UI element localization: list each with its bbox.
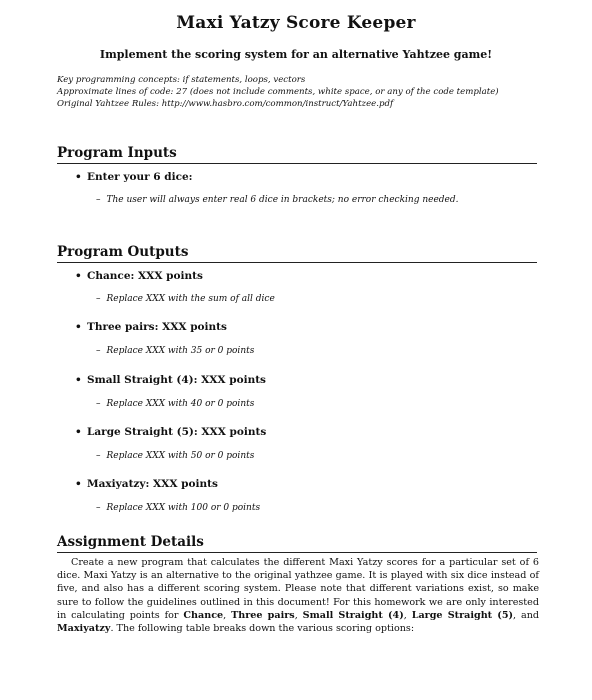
list-sub-item: – Replace XXX with 40 or 0 points bbox=[96, 399, 255, 409]
list-sub-item: – Replace XXX with 100 or 0 points bbox=[96, 503, 261, 513]
term-three-pairs: Three pairs bbox=[231, 609, 295, 621]
assignment-paragraph: Create a new program that calculates the different Maxi Yatzy scores for a particular set of 6 dice. Maxi Yatzy is an alternative to the original yathzee game. It is played with six dice instead of five, and also has a different scoring system. Please note that different variations exist, so make sure to follow the guidelines outlined in this document! For this homework we are only interested in calculating points for Chance, Three pairs, Small Straight (4), Large Straight (5), and Maxiyatzy. The following table breaks down the various scoring options: bbox=[57, 557, 540, 635]
bullet-icon: • bbox=[75, 270, 82, 282]
bullet-icon: • bbox=[75, 321, 82, 333]
term-maxiyatzy: Maxiyatzy bbox=[57, 623, 111, 635]
list-item: • Enter your 6 dice: bbox=[75, 171, 193, 183]
list-item: • Maxiyatzy: XXX points bbox=[75, 478, 218, 490]
dash-icon: – bbox=[96, 451, 101, 461]
term-small-straight: Small Straight (4) bbox=[302, 609, 404, 621]
assignment-meta bbox=[57, 74, 499, 110]
dash-icon: – bbox=[96, 503, 101, 513]
dash-icon: – bbox=[96, 195, 101, 205]
bullet-icon: • bbox=[75, 478, 82, 490]
term-large-straight: Large Straight (5) bbox=[411, 609, 514, 621]
section-assignment-details bbox=[57, 534, 537, 553]
section-heading: Program Inputs bbox=[57, 145, 537, 164]
key-concepts: Key programming concepts: if statements, loops, vectors bbox=[57, 75, 306, 85]
dash-icon: – bbox=[96, 346, 101, 356]
list-sub-item: – The user will always enter real 6 dice in brackets; no error checking needed. bbox=[96, 195, 459, 205]
approx-lines: Approximate lines of code: 27 (does not include comments, white space, or any of the code template) bbox=[57, 87, 499, 97]
bullet-icon: • bbox=[75, 374, 82, 386]
list-sub-item: – Replace XXX with 35 or 0 points bbox=[96, 346, 255, 356]
list-sub-item: – Replace XXX with 50 or 0 points bbox=[96, 451, 255, 461]
list-item: • Small Straight (4): XXX points bbox=[75, 374, 266, 386]
section-heading: Assignment Details bbox=[57, 534, 537, 553]
page-title: Maxi Yatzy Score Keeper bbox=[176, 13, 416, 33]
term-chance: Chance bbox=[183, 609, 224, 621]
dash-icon: – bbox=[96, 294, 101, 304]
original-rules: Original Yahtzee Rules: http://www.hasbro.com/common/instruct/Yahtzee.pdf bbox=[57, 99, 394, 109]
bullet-icon: • bbox=[75, 171, 82, 183]
list-item: • Three pairs: XXX points bbox=[75, 321, 227, 333]
list-item: • Chance: XXX points bbox=[75, 270, 203, 282]
list-sub-item: – Replace XXX with the sum of all dice bbox=[96, 294, 275, 304]
bullet-icon: • bbox=[75, 426, 82, 438]
section-heading: Program Outputs bbox=[57, 244, 537, 263]
page-subtitle: Implement the scoring system for an alternative Yahtzee game! bbox=[99, 48, 493, 61]
list-item: • Large Straight (5): XXX points bbox=[75, 426, 267, 438]
section-program-outputs bbox=[57, 244, 537, 263]
dash-icon: – bbox=[96, 399, 101, 409]
section-program-inputs bbox=[57, 145, 537, 164]
